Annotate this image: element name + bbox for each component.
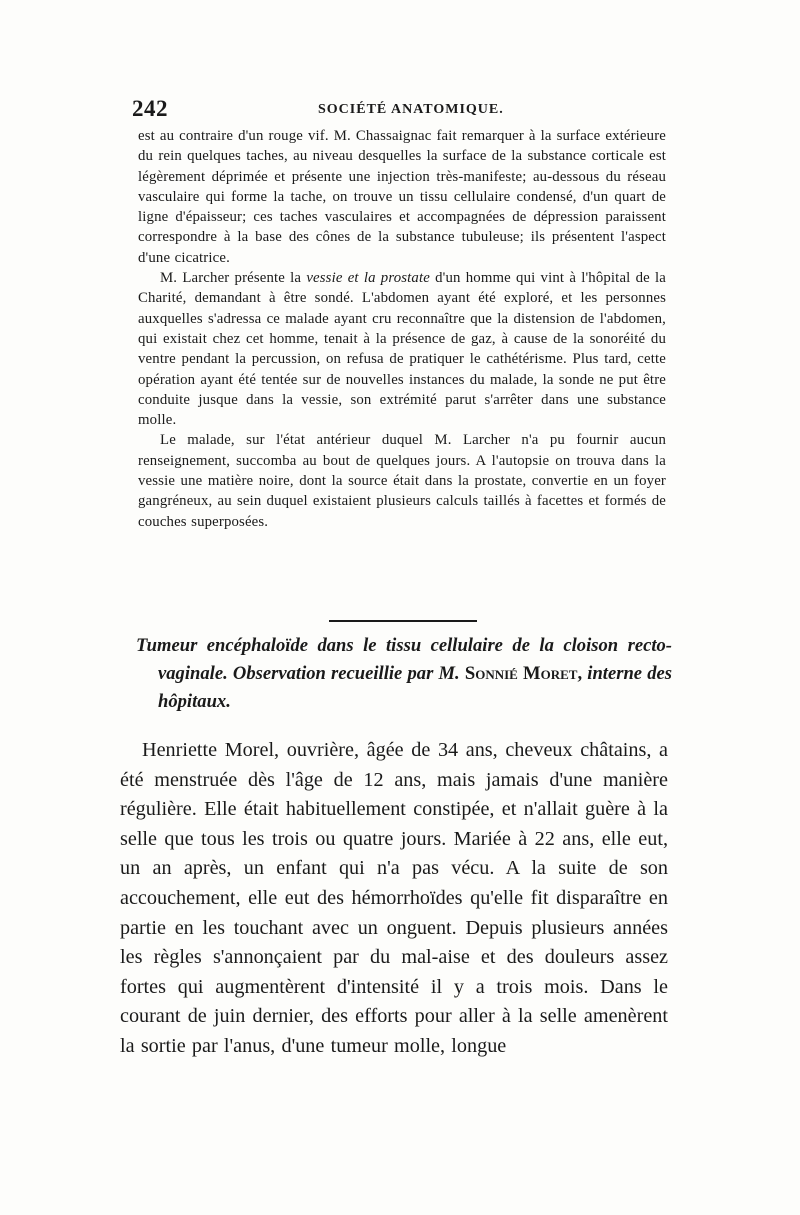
paragraph-case-history: Henriette Morel, ouvrière, âgée de 34 ans, cheveux châtains, a été menstruée dès l'âge de 12 ans, mais jamais d'une manière régulière. Elle était habituellement constipée, et n'allait guère à la selle que tous les trois ou quatre jours. Mariée à 22 ans, elle eut, un an après, un enfant qui n'a pas vécu. A la suite de son accouchement, elle eut des hémorrhoïdes qu'elle fit disparaître en partie en les touchant avec un onguent. Depuis plusieurs années les règles s'annonçaient par du mal-aise et des douleurs assez fortes qui augmentèrent d'intensité il y a trois mois. Dans le courant de juin dernier, des efforts pour aller à la selle amenèrent la sortie par l'anus, d'une tumeur molle, longue — [120, 739, 668, 1057]
paragraph-larcher-bladder-end: d'un homme qui vint à l'hôpital de la Charité, demandant à être sondé. L'abdomen ayant été exploré, et les personnes auxquelles s'adressa ce malade ayant cru reconnaître que la distension de l'abdomen, qui existait chez cet homme, tenait à la présence de gaz, à cause de la sonoréité du ventre pendant la percussion, on refusa de pratiquer le cathétérisme. Plus tard, cette opération ayant été tentée sur de nouvelles instances du malade, la sonde ne put être conduite jusque dans la vessie, son extrémité parut s'arrêter dans une substance molle. — [138, 270, 666, 429]
section-heading-text — [136, 632, 672, 716]
page-number: 242 — [132, 96, 168, 121]
small-print-section — [138, 126, 666, 532]
heading-author-role: interne des hôpitaux. — [158, 663, 673, 712]
paragraph-larcher-bladder — [138, 268, 666, 430]
paragraph-autopsy: Le malade, sur l'état antérieur duquel M. Larcher n'a pu fournir aucun renseignement, succomba au bout de quelques jours. A l'autopsie on trouva dans la vessie une matière noire, dont la source était dans la prostate, convertie en un foyer gangréneux, au sein duquel existaient plusieurs calculs taillés à facettes et formés de couches superposées. — [138, 432, 666, 530]
running-head — [132, 96, 672, 120]
heading-author-name: Sonnié Moret — [464, 663, 578, 684]
running-title: SOCIÉTÉ ANATOMIQUE. — [318, 102, 504, 117]
observation-body — [120, 736, 668, 1062]
heading-comma: , — [577, 663, 588, 684]
section-heading — [136, 632, 672, 716]
section-divider — [329, 620, 477, 622]
heading-author-initial: M. — [438, 663, 465, 684]
specimen-name: vessie et la prostate — [306, 270, 430, 287]
paragraph-larcher-bladder-start: M. Larcher présente la — [160, 270, 307, 287]
heading-title: Tumeur encéphaloïde dans le tissu cellulaire de la cloison recto-vaginale. Observation recueillie par — [136, 635, 672, 684]
paragraph-kidney: est au contraire d'un rouge vif. M. Chassaignac fait remarquer à la surface extérieure du rein quelques taches, au niveau desquelles la surface de la substance corticale est légèrement déprimée et présente une injection très-manifeste; au-dessous du réseau vasculaire qui forme la tache, on trouve un tissu cellulaire condensé, d'un quart de ligne d'épaisseur; ces taches vasculaires et accompagnées de dépression paraissent correspondre à la base des cônes de la substance tubuleuse; ils présentent l'aspect d'une cicatrice. — [138, 128, 666, 266]
